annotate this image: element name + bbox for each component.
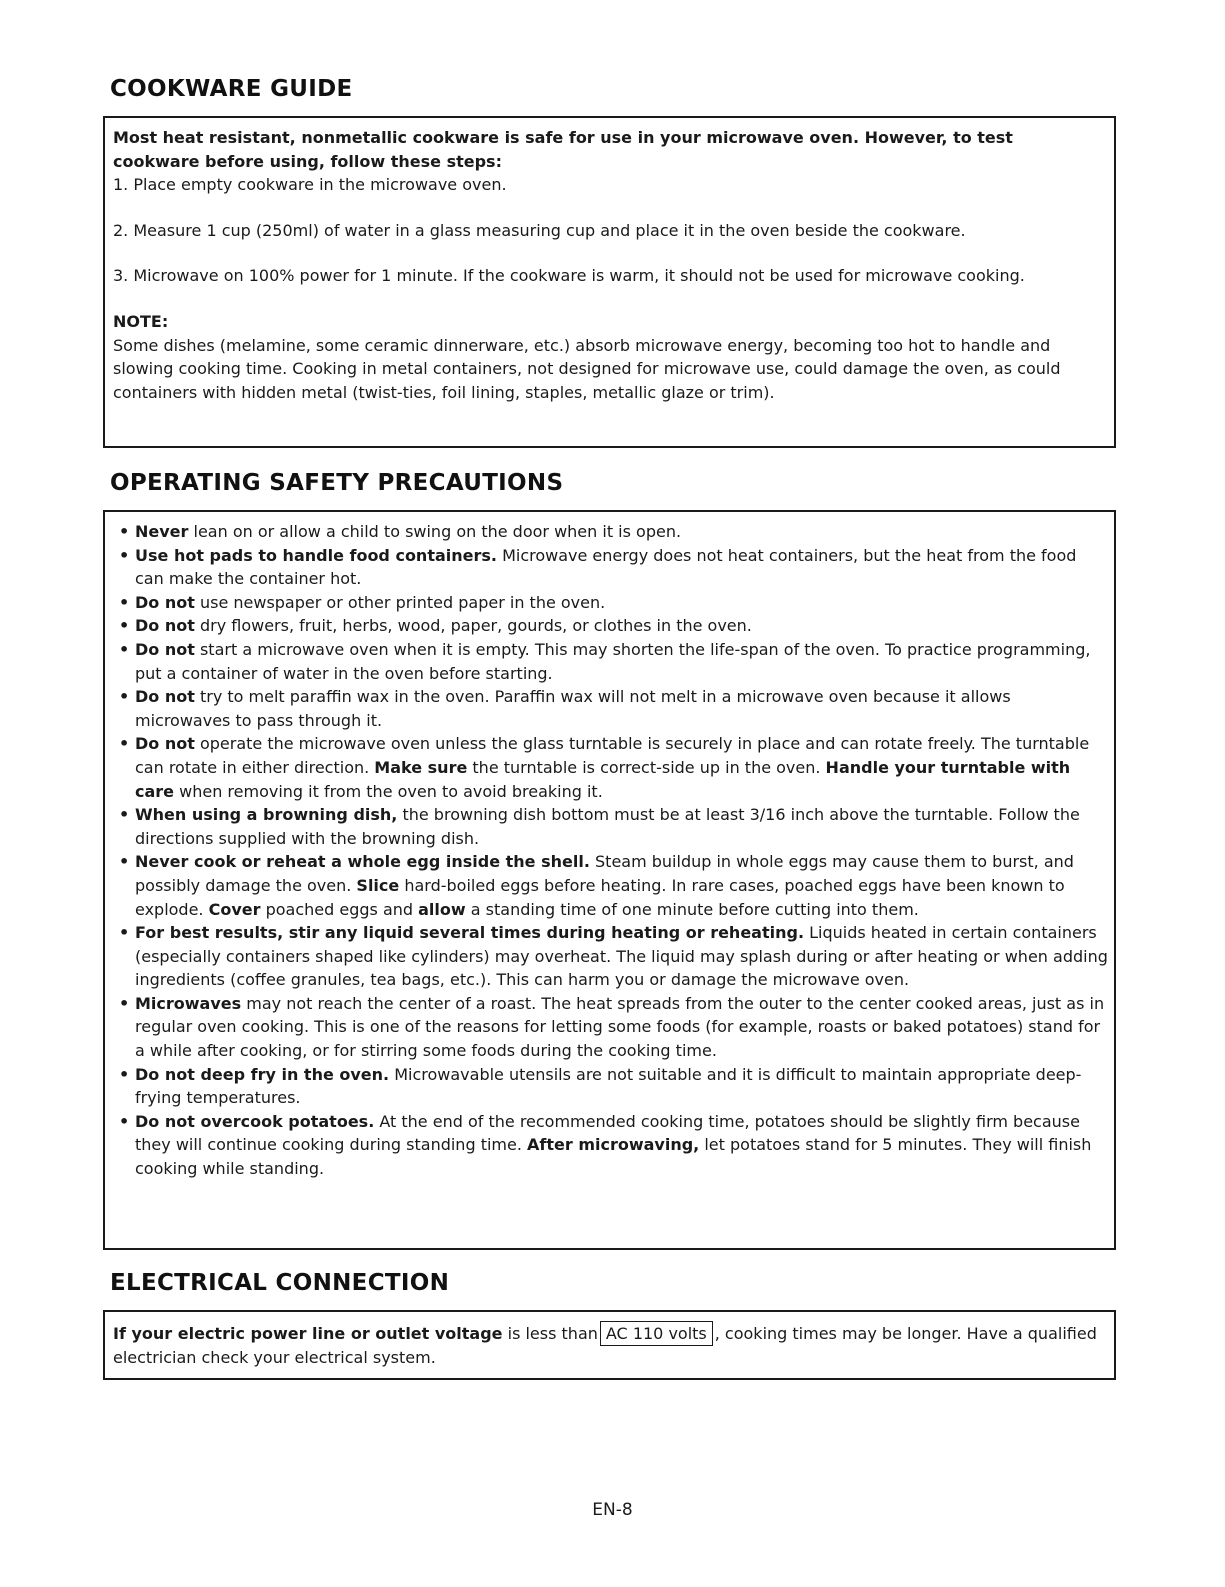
- electrical-box: [103, 1310, 1116, 1380]
- cookware-intro: Most heat resistant, nonmetallic cookware is safe for use in your microwave oven. However, to test cookware before using, follow these steps:: [113, 128, 1013, 171]
- safety-item: • Do not operate the microwave oven unless the glass turntable is securely in place and can rotate freely. The turntable can rotate in either direction. Make sure the turntable is correct-side up in the oven. Handle your turntable with care when removing it from the oven to avoid breaking it.: [111, 732, 1108, 803]
- safety-box: [103, 510, 1116, 1250]
- safety-item: • Do not try to melt paraffin wax in the oven. Paraffin wax will not melt in a microwave oven because it allows microwaves to pass through it.: [111, 685, 1108, 732]
- safety-item: • Do not overcook potatoes. At the end of the recommended cooking time, potatoes should be slightly firm because they will continue cooking during standing time. After microwaving, let potatoes stand for 5 minutes. They will finish cooking while standing.: [111, 1110, 1108, 1181]
- cookware-step-3: 3. Microwave on 100% power for 1 minute. If the cookware is warm, it should not be used for microwave cooking.: [113, 266, 1025, 286]
- safety-item: • Never cook or reheat a whole egg inside the shell. Steam buildup in whole eggs may cause them to burst, and possibly damage the oven. Slice hard-boiled eggs before heating. In rare cases, poached eggs have been known to explode. Cover poached eggs and allow a standing time of one minute before cutting into them.: [111, 850, 1108, 921]
- safety-title: OPERATING SAFETY PRECAUTIONS: [110, 470, 564, 496]
- cookware-step-2: 2. Measure 1 cup (250ml) of water in a glass measuring cup and place it in the oven beside the cookware.: [113, 220, 966, 240]
- safety-item: • Do not deep fry in the oven. Microwavable utensils are not suitable and it is difficult to maintain appropriate deep-frying temperatures.: [111, 1063, 1108, 1110]
- safety-item: • For best results, stir any liquid several times during heating or reheating. Liquids heated in certain containers (especially containers shaped like cylinders) may overheat. The liquid may splash during or after heating or when adding ingredients (coffee granules, tea bags, etc.). This can harm you or damage the microwave oven.: [111, 921, 1108, 992]
- safety-item: • Never lean on or allow a child to swing on the door when it is open.: [111, 520, 1108, 544]
- cookware-box: [103, 116, 1116, 448]
- electrical-title: ELECTRICAL CONNECTION: [110, 1270, 450, 1296]
- electrical-text: If your electric power line or outlet voltage is less than AC 110 volts , cooking times may be longer. Have a qualified electrician check your electrical system.: [113, 1322, 1104, 1369]
- safety-item: • Do not use newspaper or other printed paper in the oven.: [111, 591, 1108, 615]
- safety-item: • Use hot pads to handle food containers. Microwave energy does not heat containers, but the heat from the food can make the container hot.: [111, 544, 1108, 591]
- cookware-title: COOKWARE GUIDE: [110, 76, 353, 102]
- page-number: EN-8: [592, 1500, 633, 1520]
- safety-item: • When using a browning dish, the browning dish bottom must be at least 3/16 inch above the turntable. Follow the directions supplied with the browning dish.: [111, 803, 1108, 850]
- voltage-box: AC 110 volts: [600, 1321, 713, 1346]
- cookware-step-1: 1. Place empty cookware in the microwave oven.: [113, 175, 507, 195]
- safety-item: • Microwaves may not reach the center of a roast. The heat spreads from the outer to the center cooked areas, just as in regular oven cooking. This is one of the reasons for letting some foods (for example, roasts or baked potatoes) stand for a while after cooking, or for stirring some foods during the cooking time.: [111, 992, 1108, 1063]
- note-text: Some dishes (melamine, some ceramic dinnerware, etc.) absorb microwave energy, becoming too hot to handle and slowing cooking time. Cooking in metal containers, not designed for microwave use, could damage the oven, as could containers with hidden metal (twist-ties, foil lining, staples, metallic glaze or trim).: [113, 335, 1061, 402]
- safety-item: • Do not start a microwave oven when it is empty. This may shorten the life-span of the oven. To practice programming, put a container of water in the oven before starting.: [111, 638, 1108, 685]
- safety-item: • Do not dry flowers, fruit, herbs, wood, paper, gourds, or clothes in the oven.: [111, 614, 1108, 638]
- note-label: NOTE:: [113, 311, 169, 331]
